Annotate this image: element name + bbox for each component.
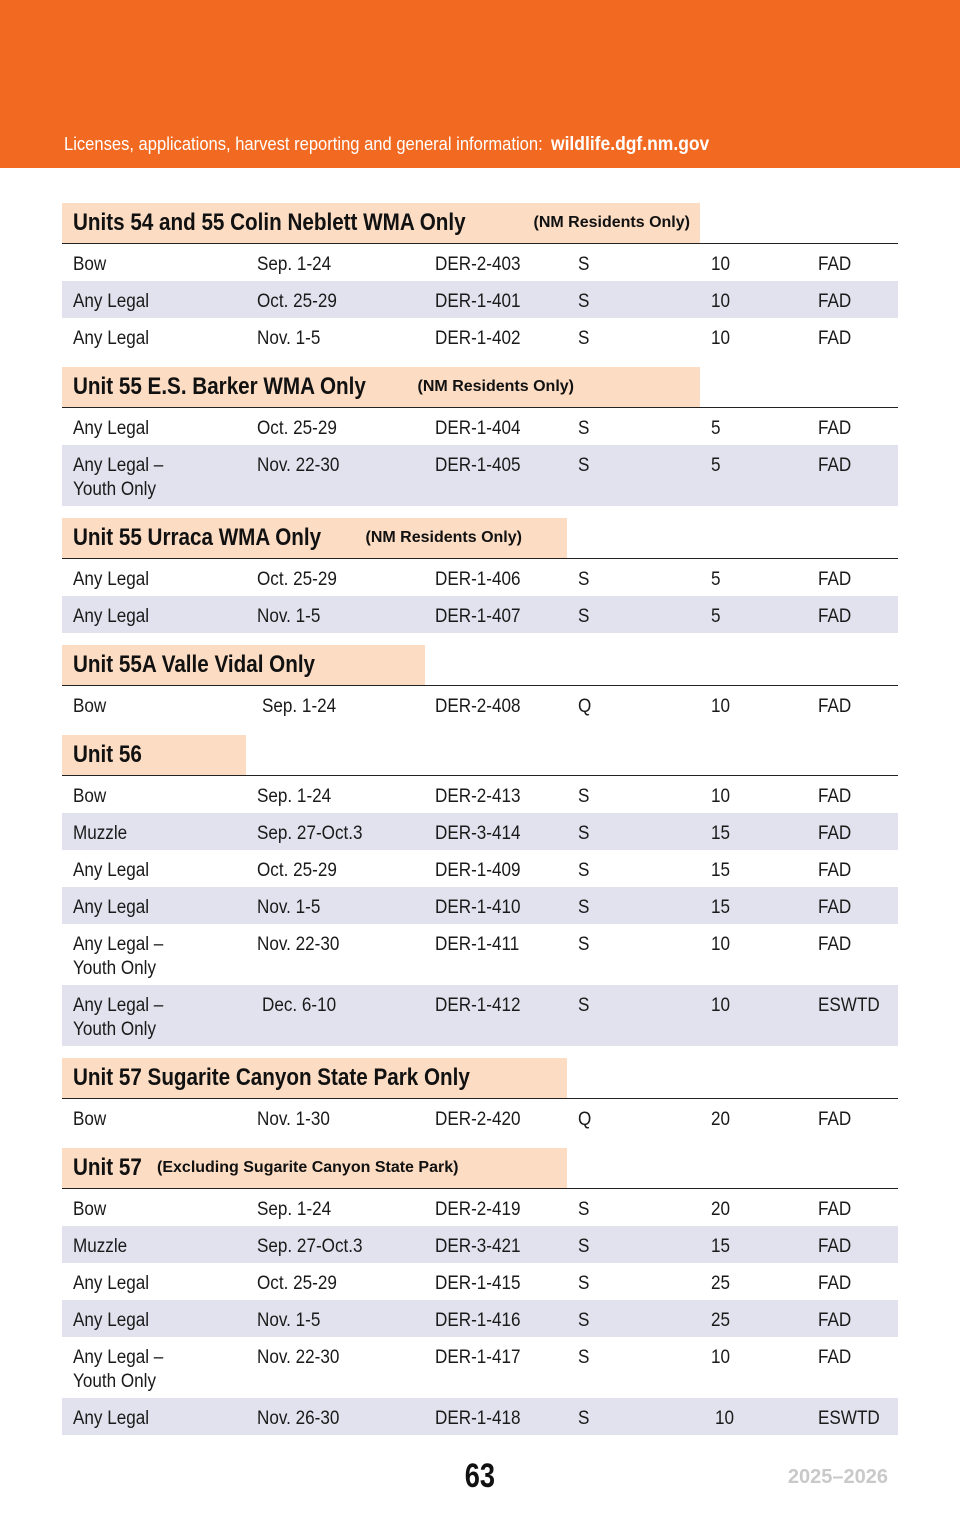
bag-limit-cell: FAD bbox=[818, 1310, 852, 1331]
dates-cell: Nov. 1-5 bbox=[257, 328, 321, 349]
weapon-cell: Bow bbox=[73, 696, 107, 717]
table-row bbox=[62, 318, 898, 355]
licenses-cell: 10 bbox=[711, 995, 731, 1016]
licenses-cell: 15 bbox=[711, 860, 731, 881]
dates-cell: Oct. 25-29 bbox=[257, 1273, 337, 1294]
license-type-cell: S bbox=[578, 1408, 590, 1429]
section-title-box bbox=[62, 735, 246, 775]
licenses-cell: 5 bbox=[711, 606, 721, 627]
hunt-code-cell: DER-1-405 bbox=[435, 455, 521, 476]
section-title: Unit 57 bbox=[73, 1154, 142, 1181]
table-row bbox=[62, 985, 898, 1046]
section-note: (Excluding Sugarite Canyon State Park) bbox=[157, 1159, 459, 1176]
dates-cell: Nov. 1-30 bbox=[257, 1109, 330, 1130]
section-title: Unit 55A Valle Vidal Only bbox=[73, 651, 316, 678]
section-title: Units 54 and 55 Colin Neblett WMA Only bbox=[73, 209, 466, 236]
hunt-code-cell: DER-1-401 bbox=[435, 291, 521, 312]
bag-limit-cell: FAD bbox=[818, 1347, 852, 1368]
bag-limit-cell: FAD bbox=[818, 1199, 852, 1220]
hunt-code-cell: DER-1-404 bbox=[435, 418, 521, 439]
table-row bbox=[62, 244, 898, 281]
table-row bbox=[62, 1099, 898, 1136]
hunt-code-cell: DER-1-402 bbox=[435, 328, 521, 349]
hunt-table bbox=[62, 203, 898, 1435]
table-row bbox=[62, 445, 898, 506]
license-type-cell: S bbox=[578, 1310, 590, 1331]
section-title-box bbox=[62, 645, 425, 685]
dates-cell: Nov. 1-5 bbox=[257, 1310, 321, 1331]
table-row bbox=[62, 887, 898, 924]
dates-cell: Oct. 25-29 bbox=[257, 418, 337, 439]
bag-limit-cell: FAD bbox=[818, 418, 852, 439]
dates-cell: Dec. 6-10 bbox=[262, 995, 337, 1016]
header-info-text: Licenses, applications, harvest reporting and general information: bbox=[64, 134, 543, 154]
table-row bbox=[62, 850, 898, 887]
licenses-cell: 15 bbox=[711, 897, 731, 918]
licenses-cell: 10 bbox=[711, 291, 731, 312]
licenses-cell: 10 bbox=[711, 1347, 731, 1368]
dates-cell: Oct. 25-29 bbox=[257, 860, 337, 881]
license-type-cell: S bbox=[578, 934, 590, 955]
license-type-cell: S bbox=[578, 860, 590, 881]
table-row bbox=[62, 686, 898, 723]
license-type-cell: S bbox=[578, 291, 590, 312]
section-note: (NM Residents Only) bbox=[417, 378, 574, 395]
weapon-cell: Any Legal – Youth Only bbox=[73, 1347, 164, 1392]
licenses-cell: 5 bbox=[711, 455, 721, 476]
licenses-cell: 10 bbox=[711, 934, 731, 955]
section-title: Unit 55 E.S. Barker WMA Only bbox=[73, 373, 366, 400]
license-type-cell: S bbox=[578, 1199, 590, 1220]
section-title-box bbox=[62, 1058, 567, 1098]
weapon-cell: Any Legal bbox=[73, 569, 150, 590]
licenses-cell: 5 bbox=[711, 569, 721, 590]
dates-cell: Nov. 22-30 bbox=[257, 455, 340, 476]
bag-limit-cell: FAD bbox=[818, 786, 852, 807]
hunt-code-cell: DER-2-413 bbox=[435, 786, 521, 807]
license-type-cell: S bbox=[578, 786, 590, 807]
weapon-cell: Any Legal – Youth Only bbox=[73, 455, 164, 500]
table-row bbox=[62, 1337, 898, 1398]
license-type-cell: S bbox=[578, 897, 590, 918]
header-info bbox=[64, 134, 709, 156]
dates-cell: Sep. 1-24 bbox=[257, 786, 332, 807]
dates-cell: Nov. 26-30 bbox=[257, 1408, 340, 1429]
section-header bbox=[62, 203, 898, 244]
hunt-code-cell: DER-1-415 bbox=[435, 1273, 521, 1294]
bag-limit-cell: FAD bbox=[818, 606, 852, 627]
license-type-cell: S bbox=[578, 418, 590, 439]
dates-cell: Nov. 1-5 bbox=[257, 606, 321, 627]
bag-limit-cell: FAD bbox=[818, 569, 852, 590]
table-row bbox=[62, 813, 898, 850]
licenses-cell: 10 bbox=[711, 786, 731, 807]
weapon-cell: Any Legal bbox=[73, 897, 150, 918]
dates-cell: Oct. 25-29 bbox=[257, 569, 337, 590]
season-label: 2025–2026 bbox=[787, 1466, 888, 1488]
section-title: Unit 56 bbox=[73, 741, 142, 768]
header-banner bbox=[0, 0, 960, 168]
weapon-cell: Bow bbox=[73, 786, 107, 807]
hunt-code-cell: DER-3-421 bbox=[435, 1236, 521, 1257]
bag-limit-cell: ESWTD bbox=[818, 995, 880, 1016]
weapon-cell: Bow bbox=[73, 254, 107, 275]
dates-cell: Sep. 1-24 bbox=[257, 254, 332, 275]
license-type-cell: S bbox=[578, 1273, 590, 1294]
table-row bbox=[62, 776, 898, 813]
dates-cell: Nov. 1-5 bbox=[257, 897, 321, 918]
table-row bbox=[62, 559, 898, 596]
table-row bbox=[62, 408, 898, 445]
table-row bbox=[62, 596, 898, 633]
section-title-box bbox=[62, 367, 700, 407]
weapon-cell: Any Legal – Youth Only bbox=[73, 934, 164, 979]
dates-cell: Sep. 27-Oct.3 bbox=[257, 1236, 363, 1257]
hunt-code-cell: DER-1-418 bbox=[435, 1408, 521, 1429]
licenses-cell: 15 bbox=[711, 823, 731, 844]
bag-limit-cell: FAD bbox=[818, 254, 852, 275]
table-row bbox=[62, 281, 898, 318]
weapon-cell: Any Legal bbox=[73, 291, 150, 312]
dates-cell: Sep. 27-Oct.3 bbox=[257, 823, 363, 844]
bag-limit-cell: FAD bbox=[818, 897, 852, 918]
license-type-cell: S bbox=[578, 1347, 590, 1368]
license-type-cell: Q bbox=[578, 1109, 592, 1130]
hunt-code-cell: DER-1-416 bbox=[435, 1310, 521, 1331]
section-note: (NM Residents Only) bbox=[533, 214, 690, 231]
dates-cell: Nov. 22-30 bbox=[257, 1347, 340, 1368]
license-type-cell: S bbox=[578, 569, 590, 590]
section-title: Unit 57 Sugarite Canyon State Park Only bbox=[73, 1064, 470, 1091]
section-header bbox=[62, 645, 898, 686]
bag-limit-cell: FAD bbox=[818, 455, 852, 476]
license-type-cell: S bbox=[578, 254, 590, 275]
weapon-cell: Any Legal bbox=[73, 418, 150, 439]
weapon-cell: Any Legal bbox=[73, 1273, 150, 1294]
weapon-cell: Any Legal bbox=[73, 606, 150, 627]
section-header bbox=[62, 735, 898, 776]
license-type-cell: S bbox=[578, 606, 590, 627]
licenses-cell: 10 bbox=[711, 696, 731, 717]
weapon-cell: Any Legal – Youth Only bbox=[73, 995, 164, 1040]
bag-limit-cell: FAD bbox=[818, 291, 852, 312]
bag-limit-cell: FAD bbox=[818, 1273, 852, 1294]
table-row bbox=[62, 924, 898, 985]
license-type-cell: S bbox=[578, 455, 590, 476]
table-row bbox=[62, 1189, 898, 1226]
section-title-box bbox=[62, 203, 700, 243]
weapon-cell: Any Legal bbox=[73, 860, 150, 881]
hunt-code-cell: DER-2-419 bbox=[435, 1199, 521, 1220]
hunt-code-cell: DER-2-420 bbox=[435, 1109, 521, 1130]
bag-limit-cell: FAD bbox=[818, 1236, 852, 1257]
licenses-cell: 15 bbox=[711, 1236, 731, 1257]
dates-cell: Nov. 22-30 bbox=[257, 934, 340, 955]
bag-limit-cell: FAD bbox=[818, 696, 852, 717]
section-title-box bbox=[62, 1148, 567, 1188]
licenses-cell: 10 bbox=[711, 254, 731, 275]
header-url-link[interactable]: wildlife.dgf.nm.gov bbox=[550, 134, 710, 155]
page-number-text: 63 bbox=[464, 1457, 496, 1495]
hunt-code-cell: DER-2-403 bbox=[435, 254, 521, 275]
hunt-code-cell: DER-1-409 bbox=[435, 860, 521, 881]
section-header bbox=[62, 367, 898, 408]
section-header bbox=[62, 1148, 898, 1189]
hunt-code-cell: DER-1-406 bbox=[435, 569, 521, 590]
hunt-code-cell: DER-1-412 bbox=[435, 995, 521, 1016]
hunt-code-cell: DER-1-410 bbox=[435, 897, 521, 918]
hunt-code-cell: DER-2-408 bbox=[435, 696, 521, 717]
license-type-cell: S bbox=[578, 1236, 590, 1257]
hunt-code-cell: DER-1-417 bbox=[435, 1347, 521, 1368]
licenses-cell: 25 bbox=[711, 1273, 731, 1294]
licenses-cell: 20 bbox=[711, 1109, 731, 1130]
table-row bbox=[62, 1226, 898, 1263]
section-header bbox=[62, 518, 898, 559]
dates-cell: Sep. 1-24 bbox=[262, 696, 337, 717]
license-type-cell: S bbox=[578, 823, 590, 844]
weapon-cell: Muzzle bbox=[73, 1236, 128, 1257]
licenses-cell: 20 bbox=[711, 1199, 731, 1220]
section-title: Unit 55 Urraca WMA Only bbox=[73, 524, 322, 551]
dates-cell: Sep. 1-24 bbox=[257, 1199, 332, 1220]
hunt-code-cell: DER-1-407 bbox=[435, 606, 521, 627]
table-row bbox=[62, 1398, 898, 1435]
weapon-cell: Bow bbox=[73, 1199, 107, 1220]
licenses-cell: 10 bbox=[711, 328, 731, 349]
weapon-cell: Any Legal bbox=[73, 1408, 150, 1429]
weapon-cell: Any Legal bbox=[73, 328, 150, 349]
licenses-cell: 10 bbox=[715, 1408, 735, 1429]
license-type-cell: Q bbox=[578, 696, 592, 717]
bag-limit-cell: FAD bbox=[818, 328, 852, 349]
section-header bbox=[62, 1058, 898, 1099]
bag-limit-cell: ESWTD bbox=[818, 1408, 880, 1429]
weapon-cell: Bow bbox=[73, 1109, 107, 1130]
hunt-code-cell: DER-3-414 bbox=[435, 823, 521, 844]
weapon-cell: Any Legal bbox=[73, 1310, 150, 1331]
license-type-cell: S bbox=[578, 328, 590, 349]
bag-limit-cell: FAD bbox=[818, 934, 852, 955]
weapon-cell: Muzzle bbox=[73, 823, 128, 844]
section-note: (NM Residents Only) bbox=[365, 529, 522, 546]
hunt-code-cell: DER-1-411 bbox=[435, 934, 520, 955]
bag-limit-cell: FAD bbox=[818, 860, 852, 881]
bag-limit-cell: FAD bbox=[818, 1109, 852, 1130]
licenses-cell: 25 bbox=[711, 1310, 731, 1331]
section-title-box bbox=[62, 518, 567, 558]
bag-limit-cell: FAD bbox=[818, 823, 852, 844]
table-row bbox=[62, 1263, 898, 1300]
table-row bbox=[62, 1300, 898, 1337]
license-type-cell: S bbox=[578, 995, 590, 1016]
dates-cell: Oct. 25-29 bbox=[257, 291, 337, 312]
licenses-cell: 5 bbox=[711, 418, 721, 439]
